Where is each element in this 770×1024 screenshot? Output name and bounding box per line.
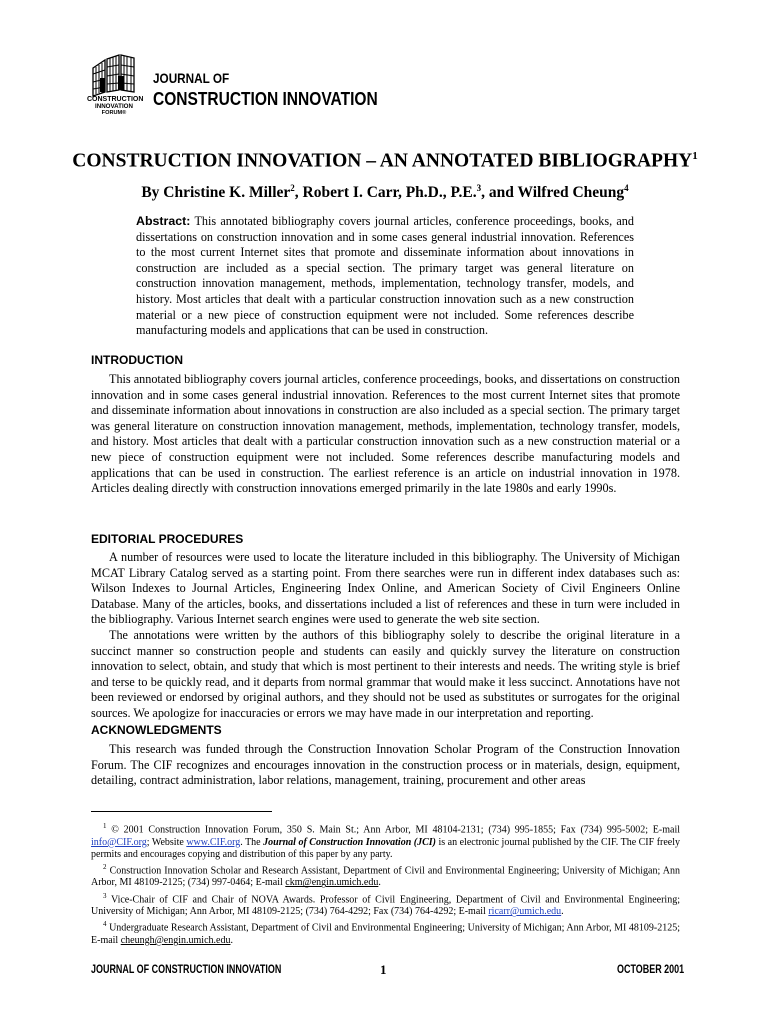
introduction-body [91, 372, 680, 497]
author-2-footnote: 3 [476, 183, 482, 193]
author-1: By Christine K. Miller [141, 184, 291, 202]
footnote-4 [91, 918, 680, 947]
cif-website-link[interactable]: www.CIF.org [186, 836, 241, 848]
author-3: , and Wilfred Cheung [481, 184, 625, 202]
footnote-4-text: Undergraduate Research Assistant, Department of Civil and Environmental Engineering; University of Michigan; Ann Arbor, MI 48109-2125; E-mail [91, 922, 680, 946]
footnote-1-number: 1 [103, 822, 107, 830]
footnote-2-number: 2 [103, 862, 107, 871]
footnote-1-text: © 2001 Construction Innovation Forum, 350 S. Main St.; Ann Arbor, MI 48104-2131; (734) 995-1855; Fax (734) 995-5002; E-mail [111, 824, 680, 836]
journal-name [153, 68, 378, 110]
editorial-paragraph-2: The annotations were written by the authors of this bibliography solely to describe the original literature in a succinct manner so construction people and students can easily and quickly survey the literature on construction innovation to select, obtain, and study that which is most pertinent to their interests and needs. The writing style is brief and terse to be quickly read, and it departs from normal grammar that would make it less succinct. Annotations have not been reviewed or endorsed by original authors, and they should not be used as substitutes or surrogates for the original sources. We apologize for inaccuracies or errors we may have made in our interpretation and reporting. [91, 627, 680, 720]
footnote-3-end: . [561, 906, 564, 918]
footnote-2-end: . [378, 877, 381, 889]
logo-line-2: INNOVATION [95, 103, 133, 110]
introduction-heading: INTRODUCTION [91, 353, 183, 367]
paper-title [0, 143, 770, 175]
footnote-1-text-c: . The [240, 836, 264, 848]
abstract [136, 214, 634, 339]
author-3-footnote: 4 [624, 183, 629, 193]
logo-line-1: CONSTRUCTION [87, 96, 144, 103]
footnote-1 [91, 820, 680, 861]
footer-journal-name: JOURNAL OF CONSTRUCTION INNOVATION [91, 964, 282, 976]
footnote-4-end: . [230, 934, 233, 946]
footnote-3 [91, 890, 680, 919]
footnote-1-text-d: is an electronic journal published by the CIF. The CIF freely permits and encourages copying and distribution of this paper by any party. [91, 836, 681, 860]
author-1-footnote: 2 [290, 183, 295, 193]
author-line [0, 178, 770, 203]
footnote-4-number: 4 [103, 920, 107, 929]
carr-email-link[interactable]: ricarr@umich.edu [488, 906, 562, 918]
abstract-text: This annotated bibliography covers journal articles, conference proceedings, books, and dissertations on construction innovation and in some cases general industrial innovation. References to the most current Internet sites that promote and disseminate information about innovations in construction are included as a special section. The primary target was general literature on construction innovation management, methods, implementation, technology transfer, models, and history. Most articles that dealt with a particular construction innovation such as a new construction material or a new piece of construction equipment were not included. Some references describe manufacturing models and applications that can be used in construction. [136, 214, 634, 338]
cheung-email: cheungh@engin.umich.edu [120, 934, 231, 946]
introduction-paragraph: This annotated bibliography covers journal articles, conference proceedings, books, and dissertations on construction innovation and in some cases general industrial innovation. References to the most current Internet sites that promote and disseminate information about innovations in construction are also included as a special section. The primary target was general literature on construction innovation management, methods, implementation, technology transfer, models, and history. Most articles that dealt with a particular construction innovation such as a new construction material or a new piece of construction equipment were not included. Some references describe manufacturing models and applications that can be used in construction. The earliest reference is an article on industrial innovation in 1978. Articles dealing directly with construction innovations emerged primarily in the late 1980s and early 1990s. [91, 372, 680, 496]
cif-email-link[interactable]: info@CIF.org [91, 836, 147, 848]
journal-name-line-2: CONSTRUCTION INNOVATION [153, 88, 378, 109]
editorial-heading: EDITORIAL PROCEDURES [91, 532, 244, 546]
footnote-2-text: Construction Innovation Scholar and Research Assistant, Department of Civil and Environmental Engineering; University of Michigan; Ann Arbor, MI 48109-2125; (734) 997-0464; E-mail [91, 865, 680, 889]
footnote-1-text-b: ; Website [146, 836, 187, 848]
acknowledgments-heading: ACKNOWLEDGMENTS [91, 723, 222, 737]
logo-wordmark [87, 96, 144, 117]
footnote-1-journal-name: Journal of Construction Innovation (JCI) [263, 836, 436, 848]
abstract-label: Abstract: [136, 214, 191, 228]
paper-title-text: CONSTRUCTION INNOVATION – AN ANNOTATED BIBLIOGRAPHY [72, 150, 693, 172]
acknowledgments-paragraph: This research was funded through the Construction Innovation Scholar Program of the Construction Innovation Forum. The CIF recognizes and encourages innovation in the construction process or in materials, design, equipment, detailing, contract administration, labor relations, management, training, procurement and other areas [91, 742, 680, 788]
logo-line-3: FORUM® [101, 110, 127, 116]
footnote-3-number: 3 [103, 891, 107, 900]
acknowledgments-body [91, 742, 680, 789]
page-number: 1 [380, 962, 387, 977]
editorial-paragraph-1: A number of resources were used to locate the literature included in this bibliography. The University of Michigan MCAT Library Catalog served as a starting point. From there searches were run in different index databases such as: Wilson Indexes to Journal Articles, Engineering Index Online, and American Society of Civil Engineers Online Database. Many of the articles, books, and dissertations included a list of references and these in turn were included in the bibliography. Various Internet search engines were used to generate the web site section. [91, 550, 680, 627]
journal-name-line-1: JOURNAL OF [153, 70, 230, 86]
miller-email: ckm@engin.umich.edu [285, 877, 379, 889]
footnote-3-text: Vice-Chair of CIF and Chair of NOVA Awards. Professor of Civil Engineering, Department of Civil and Environmental Engineering; University of Michigan; Ann Arbor, MI 48109-2125; (734) 764-4292; Fax (734) 764-4292; E-mail [91, 894, 680, 918]
footnotes [91, 820, 680, 947]
author-2: , Robert I. Carr, Ph.D., P.E. [294, 184, 477, 202]
footnote-divider [91, 811, 272, 812]
editorial-body [91, 550, 680, 722]
title-footnote-mark: 1 [692, 150, 698, 162]
footnote-2 [91, 861, 680, 890]
footer-date: OCTOBER 2001 [617, 964, 685, 976]
